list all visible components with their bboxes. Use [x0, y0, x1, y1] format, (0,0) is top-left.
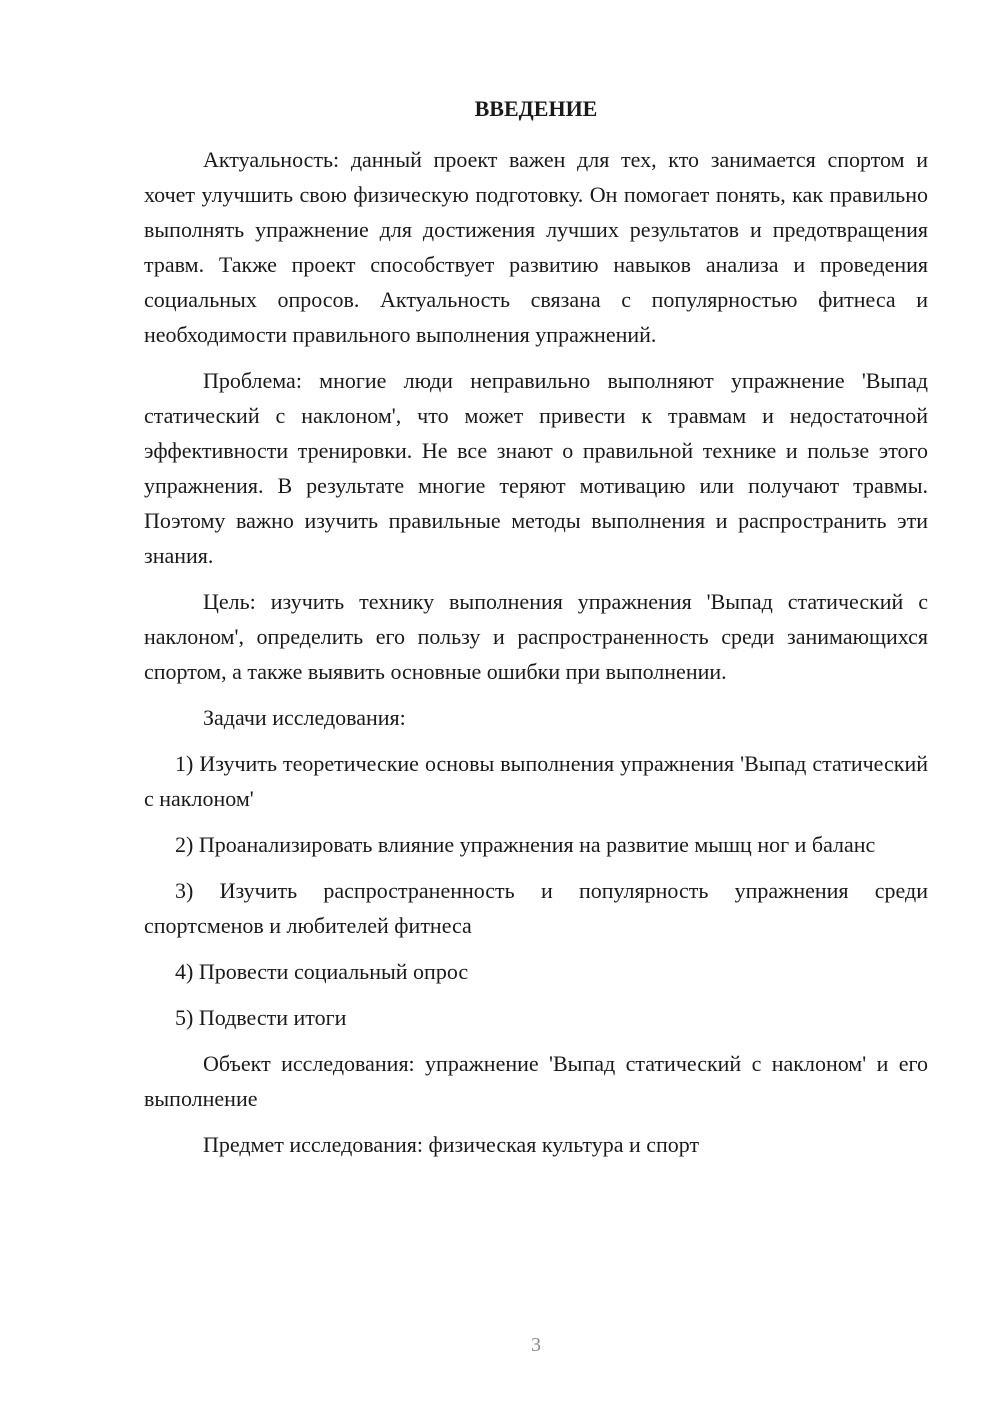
task-item-1: 1) Изучить теоретические основы выполнения упражнения 'Выпад статический с наклоном' — [144, 751, 928, 811]
problem-paragraph: Проблема: многие люди неправильно выполняют упражнение 'Выпад статический с наклоном', что может привести к травмам и недостаточной эффективности тренировки. Не все знают о правильной технике и пользе этого упражнения. В результате многие теряют мотивацию или получают травмы. Поэтому важно изучить правильные методы выполнения и распространить эти знания. — [144, 368, 928, 568]
document-body — [144, 142, 928, 1162]
relevance-paragraph: Актуальность: данный проект важен для тех, кто занимается спортом и хочет улучшить свою физическую подготовку. Он помогает понять, как правильно выполнять упражнение для достижения лучших результатов и предотвращения травм. Также проект способствует развитию навыков анализа и проведения социальных опросов. Актуальность связана с популярностью фитнеса и необходимости правильного выполнения упражнений. — [144, 147, 928, 347]
task-item-3: 3) Изучить распространенность и популярность упражнения среди спортсменов и любителей фитнеса — [144, 878, 928, 938]
task-item-4: 4) Провести социальный опрос — [175, 959, 469, 984]
task-item-2: 2) Проанализировать влияние упражнения на развитие мышц ног и баланс — [175, 832, 876, 857]
research-subject-paragraph: Предмет исследования: физическая культура и спорт — [203, 1132, 700, 1157]
page-number: 3 — [531, 1334, 541, 1356]
tasks-intro: Задачи исследования: — [203, 705, 406, 730]
goal-paragraph: Цель: изучить технику выполнения упражнения 'Выпад статический с наклоном', определить его пользу и распространенность среди занимающихся спортом, а также выявить основные ошибки при выполнении. — [144, 589, 928, 684]
section-heading: ВВЕДЕНИЕ — [474, 96, 598, 121]
task-item-5: 5) Подвести итоги — [175, 1005, 347, 1030]
research-object-paragraph: Объект исследования: упражнение 'Выпад статический с наклоном' и его выполнение — [144, 1051, 928, 1111]
